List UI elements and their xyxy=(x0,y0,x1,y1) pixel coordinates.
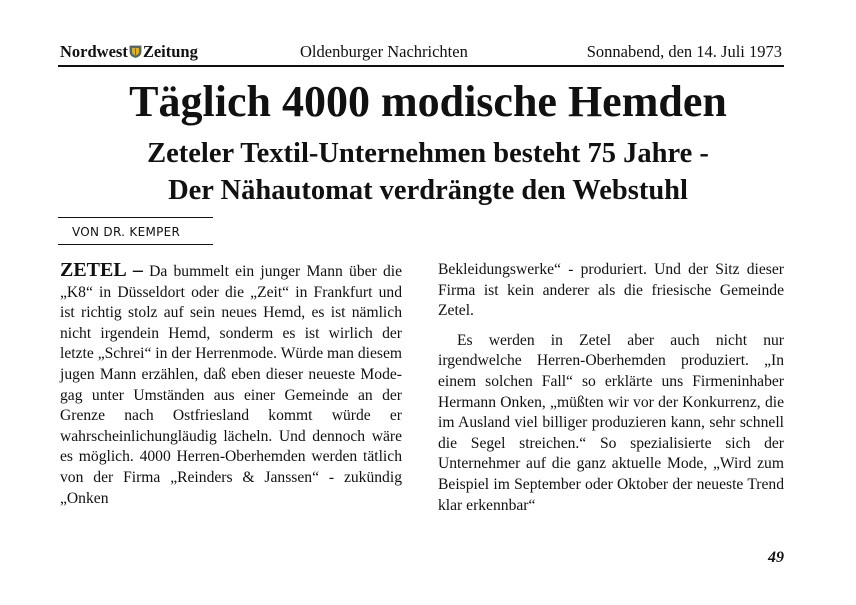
dateline: ZETEL – xyxy=(60,259,143,281)
newspaper-name-part1: Nordwest xyxy=(60,42,128,61)
paragraph xyxy=(60,260,402,509)
subtitle-line-1: Zeteler Textil-Unternehmen besteht 75 Jahre - xyxy=(147,138,709,169)
section-name: Oldenburger Nachrichten xyxy=(300,42,468,61)
issue-date: Sonnabend, den 14. Juli 1973 xyxy=(586,42,782,61)
byline: VON DR. KEMPER xyxy=(72,225,181,239)
coat-of-arms-icon xyxy=(129,45,142,58)
headline-title: Täglich 4000 modische Hemden xyxy=(129,77,727,126)
newspaper-name-part2: Zeitung xyxy=(142,42,198,61)
newspaper-header xyxy=(58,42,784,64)
paragraph: Es werden in Zetel aber auch nicht nur irgendwelche Herren-Oberhemden produziert. „In einem solchen Fall“ so erklärte uns Firmeninhaber Hermann Onken, „müßten wir vor der Konkurrenz, die im Ausland viel billiger produzieren kann, sehr schnell die Segel streichen.“ So spezialisierte sich der Unternehmer auf die ganz aktuelle Mode, „Wird zum Beispiel im September oder Oktober der neueste Trend klar erkennbar“ xyxy=(438,331,784,514)
subtitle-line-2: Der Nähautomat verdrängte den Webstuhl xyxy=(168,175,688,206)
newspaper-name xyxy=(60,42,198,62)
paragraph-text: Da bummelt ein junger Mann über die „K8“ in Düsseldort oder die „Zeit“ in Frankfurt und ist richtig stolz auf sein neues Hemd, es ist nämlich nicht irgendein Hemd, sonderm es ist wirlich der letzte „Schrei“ in der Herrenmode. Würde man diesem jugen Mann erzählen, daß eben dieser neueste Modegag unter Umständen aus einer Gemeinde an der Grenze nach Ostfriesland kommt würde er wahrscheinlichungläudig lächeln. Und dennoch wäre es möglich. 4000 Herren-Oberhemden werden tätlich von der Firma „Reinders & Janssen“ - zukündig „Onken xyxy=(60,263,402,507)
paragraph: Bekleidungswerke“ - produriert. Und der Sitz dieser Firma ist kein anderer als die friesische Gemeinde Zetel. xyxy=(438,261,784,320)
byline-rule-bottom xyxy=(58,244,213,245)
page-number: 49 xyxy=(768,549,784,566)
header-rule xyxy=(58,65,784,67)
article-column-1 xyxy=(60,260,402,509)
headline-subtitle xyxy=(0,135,856,209)
article-column-2 xyxy=(438,260,784,516)
byline-rule-top xyxy=(58,217,213,218)
